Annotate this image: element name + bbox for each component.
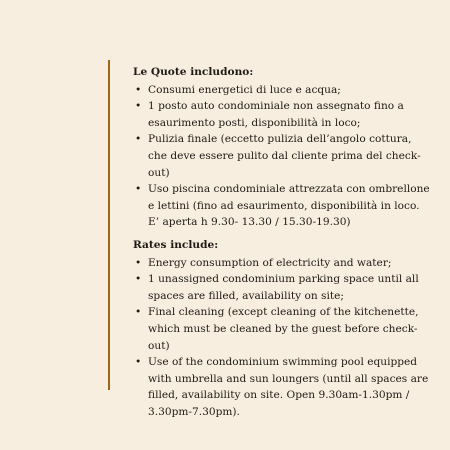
bullet-icon: •	[135, 183, 142, 196]
list-item	[133, 181, 433, 231]
list-item-text: 1 posto auto condominiale non assegnato fino a esaurimento posti, disponibilità in loco;	[148, 100, 404, 129]
english-rates-section	[133, 237, 433, 421]
list-item-text: Final cleaning (except cleaning of the kitchenette, which must be cleaned by the guest before check-out)	[148, 306, 419, 352]
bullet-icon: •	[135, 356, 142, 369]
bullet-icon: •	[135, 100, 142, 113]
bullet-icon: •	[135, 306, 142, 319]
list-item	[133, 98, 433, 131]
italian-items-list	[133, 82, 433, 231]
list-item-text: 1 unassigned condominium parking space until all spaces are filled, availability on site;	[148, 273, 419, 302]
list-item-text: Consumi energetici di luce e acqua;	[148, 83, 341, 96]
list-item	[133, 271, 433, 304]
bullet-icon: •	[135, 256, 142, 269]
list-item-text: Pulizia finale (eccetto pulizia dell’angolo cottura, che deve essere pulito dal cliente prima del check-out)	[148, 133, 421, 179]
list-item-text: Uso piscina condominiale attrezzata con ombrellone e lettini (fino ad esaurimento, disponibilità in loco. E’ aperta h 9.30- 13.30 / 15.30-19.30)	[148, 183, 430, 229]
list-item	[133, 304, 433, 354]
bullet-icon: •	[135, 273, 142, 286]
italian-heading: Le Quote includono:	[133, 66, 254, 78]
bullet-icon: •	[135, 83, 142, 96]
english-heading: Rates include:	[133, 239, 219, 251]
list-item	[133, 354, 433, 420]
english-items-list	[133, 255, 433, 421]
list-item	[133, 131, 433, 181]
list-item	[133, 255, 433, 272]
italian-rates-section	[133, 64, 433, 231]
list-item	[133, 82, 433, 99]
accent-divider-line	[108, 60, 110, 390]
list-item-text: Energy consumption of electricity and water;	[148, 256, 392, 269]
bullet-icon: •	[135, 133, 142, 146]
list-item-text: Use of the condominium swimming pool equipped with umbrella and sun loungers (until all spaces are filled, availability on site. Open 9.30am-1.30pm / 3.30pm-7.30pm).	[148, 356, 429, 418]
